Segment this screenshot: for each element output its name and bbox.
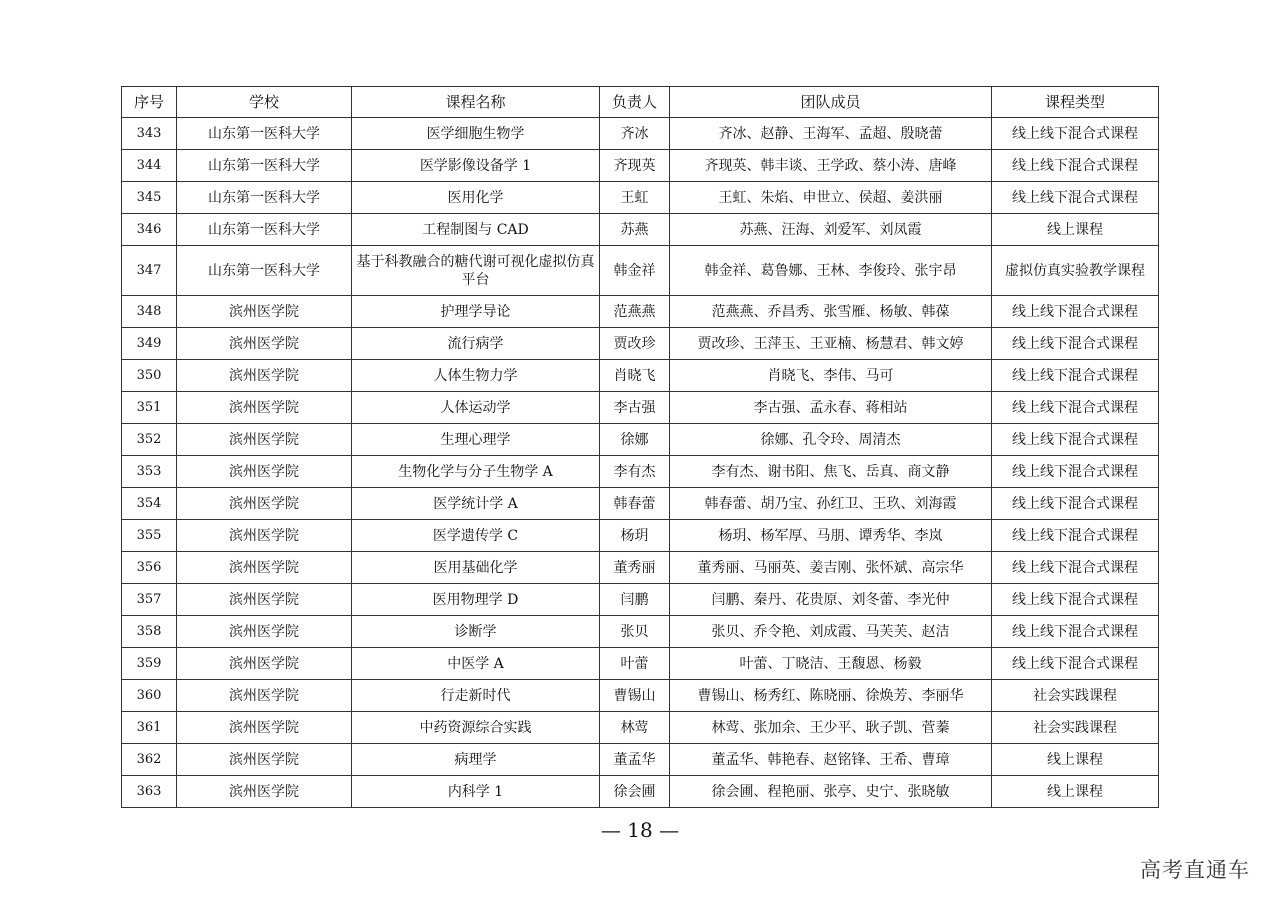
cell-index: 357 — [122, 584, 177, 616]
cell-team-members: 杨玥、杨军厚、马朋、谭秀华、李岚 — [670, 520, 992, 552]
cell-school: 滨州医学院 — [177, 392, 352, 424]
cell-leader: 董孟华 — [600, 744, 670, 776]
cell-leader: 叶蕾 — [600, 648, 670, 680]
cell-team-members: 李有杰、谢书阳、焦飞、岳真、商文静 — [670, 456, 992, 488]
cell-course-name: 生理心理学 — [352, 424, 600, 456]
cell-index: 345 — [122, 182, 177, 214]
table-row — [122, 456, 1159, 488]
cell-school: 滨州医学院 — [177, 552, 352, 584]
cell-leader: 韩春蕾 — [600, 488, 670, 520]
cell-course-type: 线上线下混合式课程 — [992, 182, 1159, 214]
cell-index: 355 — [122, 520, 177, 552]
cell-team-members: 齐现英、韩丰谈、王学政、蔡小涛、唐峰 — [670, 150, 992, 182]
cell-school: 滨州医学院 — [177, 296, 352, 328]
cell-leader: 林莺 — [600, 712, 670, 744]
cell-school: 滨州医学院 — [177, 424, 352, 456]
header-school: 学校 — [177, 87, 352, 118]
cell-index: 343 — [122, 118, 177, 150]
header-course-type: 课程类型 — [992, 87, 1159, 118]
cell-course-type: 线上线下混合式课程 — [992, 456, 1159, 488]
cell-course-name: 医用物理学 D — [352, 584, 600, 616]
course-table — [121, 86, 1159, 808]
watermark: 高考直通车 — [1140, 858, 1250, 882]
cell-school: 滨州医学院 — [177, 488, 352, 520]
cell-leader: 徐会圃 — [600, 776, 670, 808]
table-row — [122, 424, 1159, 456]
cell-school: 滨州医学院 — [177, 776, 352, 808]
cell-course-name: 病理学 — [352, 744, 600, 776]
cell-index: 346 — [122, 214, 177, 246]
header-leader: 负责人 — [600, 87, 670, 118]
cell-course-name: 中医学 A — [352, 648, 600, 680]
cell-school: 山东第一医科大学 — [177, 182, 352, 214]
cell-leader: 张贝 — [600, 616, 670, 648]
cell-course-type: 线上线下混合式课程 — [992, 360, 1159, 392]
header-team-members: 团队成员 — [670, 87, 992, 118]
cell-index: 347 — [122, 246, 177, 296]
cell-index: 356 — [122, 552, 177, 584]
cell-team-members: 苏燕、汪海、刘爱军、刘凤霞 — [670, 214, 992, 246]
cell-course-type: 线上课程 — [992, 214, 1159, 246]
cell-course-name: 医用基础化学 — [352, 552, 600, 584]
cell-course-name: 流行病学 — [352, 328, 600, 360]
cell-leader: 贾改珍 — [600, 328, 670, 360]
header-row — [122, 87, 1159, 118]
cell-leader: 王虹 — [600, 182, 670, 214]
cell-team-members: 闫鹏、秦丹、花贵原、刘冬蕾、李光仲 — [670, 584, 992, 616]
cell-course-name: 人体生物力学 — [352, 360, 600, 392]
cell-course-name: 中药资源综合实践 — [352, 712, 600, 744]
cell-index: 360 — [122, 680, 177, 712]
cell-leader: 苏燕 — [600, 214, 670, 246]
cell-leader: 齐现英 — [600, 150, 670, 182]
cell-course-name: 诊断学 — [352, 616, 600, 648]
cell-course-name: 行走新时代 — [352, 680, 600, 712]
table-row — [122, 680, 1159, 712]
cell-school: 滨州医学院 — [177, 680, 352, 712]
cell-team-members: 张贝、乔令艳、刘成霞、马芙芙、赵洁 — [670, 616, 992, 648]
cell-course-type: 虚拟仿真实验教学课程 — [992, 246, 1159, 296]
cell-school: 滨州医学院 — [177, 616, 352, 648]
cell-course-type: 线上线下混合式课程 — [992, 118, 1159, 150]
cell-index: 353 — [122, 456, 177, 488]
cell-index: 348 — [122, 296, 177, 328]
header-index: 序号 — [122, 87, 177, 118]
cell-course-type: 线上线下混合式课程 — [992, 648, 1159, 680]
cell-leader: 徐娜 — [600, 424, 670, 456]
page-number: — 18 — — [600, 818, 680, 842]
cell-school: 滨州医学院 — [177, 520, 352, 552]
table-row — [122, 214, 1159, 246]
cell-team-members: 李古强、孟永春、蒋相站 — [670, 392, 992, 424]
cell-team-members: 董孟华、韩艳春、赵铭锋、王希、曹璋 — [670, 744, 992, 776]
cell-school: 滨州医学院 — [177, 744, 352, 776]
cell-team-members: 范燕燕、乔昌秀、张雪雁、杨敏、韩葆 — [670, 296, 992, 328]
table-row — [122, 360, 1159, 392]
cell-school: 滨州医学院 — [177, 584, 352, 616]
table-header — [122, 87, 1159, 118]
cell-team-members: 叶蕾、丁晓洁、王馥恩、杨毅 — [670, 648, 992, 680]
cell-team-members: 肖晓飞、李伟、马可 — [670, 360, 992, 392]
cell-team-members: 韩金祥、葛鲁娜、王林、李俊玲、张宇昂 — [670, 246, 992, 296]
cell-course-type: 线上线下混合式课程 — [992, 392, 1159, 424]
cell-course-name: 工程制图与 CAD — [352, 214, 600, 246]
cell-course-name: 基于科教融合的糖代谢可视化虚拟仿真平台 — [352, 246, 600, 296]
cell-leader: 齐冰 — [600, 118, 670, 150]
cell-index: 354 — [122, 488, 177, 520]
table-row — [122, 392, 1159, 424]
table-row — [122, 182, 1159, 214]
table-row — [122, 328, 1159, 360]
cell-course-name: 医学影像设备学 1 — [352, 150, 600, 182]
cell-course-name: 护理学导论 — [352, 296, 600, 328]
cell-course-type: 线上线下混合式课程 — [992, 424, 1159, 456]
cell-course-type: 线上线下混合式课程 — [992, 328, 1159, 360]
cell-course-type: 社会实践课程 — [992, 712, 1159, 744]
cell-leader: 肖晓飞 — [600, 360, 670, 392]
cell-team-members: 徐娜、孔令玲、周清杰 — [670, 424, 992, 456]
cell-team-members: 韩春蕾、胡乃宝、孙红卫、王玖、刘海霞 — [670, 488, 992, 520]
table-row — [122, 584, 1159, 616]
cell-school: 山东第一医科大学 — [177, 118, 352, 150]
cell-course-type: 线上线下混合式课程 — [992, 584, 1159, 616]
cell-team-members: 董秀丽、马丽英、姜吉刚、张怀斌、高宗华 — [670, 552, 992, 584]
cell-course-type: 社会实践课程 — [992, 680, 1159, 712]
cell-school: 滨州医学院 — [177, 712, 352, 744]
cell-index: 350 — [122, 360, 177, 392]
cell-school: 山东第一医科大学 — [177, 246, 352, 296]
table-row — [122, 648, 1159, 680]
cell-leader: 杨玥 — [600, 520, 670, 552]
header-course-name: 课程名称 — [352, 87, 600, 118]
cell-index: 361 — [122, 712, 177, 744]
cell-course-type: 线上线下混合式课程 — [992, 520, 1159, 552]
cell-school: 滨州医学院 — [177, 648, 352, 680]
cell-course-name: 人体运动学 — [352, 392, 600, 424]
cell-course-type: 线上线下混合式课程 — [992, 150, 1159, 182]
cell-school: 滨州医学院 — [177, 328, 352, 360]
cell-course-type: 线上线下混合式课程 — [992, 488, 1159, 520]
cell-school: 滨州医学院 — [177, 456, 352, 488]
table-row — [122, 246, 1159, 296]
cell-course-name: 医用化学 — [352, 182, 600, 214]
cell-index: 363 — [122, 776, 177, 808]
table-row — [122, 520, 1159, 552]
cell-team-members: 齐冰、赵静、王海军、孟超、殷晓蕾 — [670, 118, 992, 150]
cell-course-type: 线上线下混合式课程 — [992, 552, 1159, 584]
cell-school: 山东第一医科大学 — [177, 214, 352, 246]
cell-school: 滨州医学院 — [177, 360, 352, 392]
cell-index: 349 — [122, 328, 177, 360]
cell-school: 山东第一医科大学 — [177, 150, 352, 182]
cell-course-type: 线上课程 — [992, 776, 1159, 808]
table-row — [122, 776, 1159, 808]
cell-course-type: 线上线下混合式课程 — [992, 296, 1159, 328]
table-row — [122, 712, 1159, 744]
cell-course-name: 内科学 1 — [352, 776, 600, 808]
table-row — [122, 616, 1159, 648]
cell-team-members: 曹锡山、杨秀红、陈晓丽、徐焕芳、李丽华 — [670, 680, 992, 712]
table-row — [122, 150, 1159, 182]
cell-leader: 董秀丽 — [600, 552, 670, 584]
cell-index: 359 — [122, 648, 177, 680]
cell-leader: 曹锡山 — [600, 680, 670, 712]
table-body — [122, 118, 1159, 808]
cell-index: 362 — [122, 744, 177, 776]
table-row — [122, 296, 1159, 328]
cell-team-members: 贾改珍、王萍玉、王亚楠、杨慧君、韩文婷 — [670, 328, 992, 360]
table-row — [122, 744, 1159, 776]
cell-team-members: 徐会圃、程艳丽、张亭、史宁、张晓敏 — [670, 776, 992, 808]
cell-index: 352 — [122, 424, 177, 456]
cell-course-name: 医学遗传学 C — [352, 520, 600, 552]
cell-course-name: 医学细胞生物学 — [352, 118, 600, 150]
cell-course-name: 生物化学与分子生物学 A — [352, 456, 600, 488]
cell-course-type: 线上线下混合式课程 — [992, 616, 1159, 648]
cell-leader: 范燕燕 — [600, 296, 670, 328]
cell-team-members: 林莺、张加余、王少平、耿子凯、菅蓁 — [670, 712, 992, 744]
cell-index: 351 — [122, 392, 177, 424]
table-row — [122, 488, 1159, 520]
cell-leader: 闫鹏 — [600, 584, 670, 616]
cell-leader: 李有杰 — [600, 456, 670, 488]
cell-index: 344 — [122, 150, 177, 182]
cell-course-type: 线上课程 — [992, 744, 1159, 776]
cell-leader: 韩金祥 — [600, 246, 670, 296]
cell-index: 358 — [122, 616, 177, 648]
table-row — [122, 118, 1159, 150]
table-row — [122, 552, 1159, 584]
cell-course-name: 医学统计学 A — [352, 488, 600, 520]
cell-team-members: 王虹、朱焰、申世立、侯超、姜洪丽 — [670, 182, 992, 214]
cell-leader: 李古强 — [600, 392, 670, 424]
